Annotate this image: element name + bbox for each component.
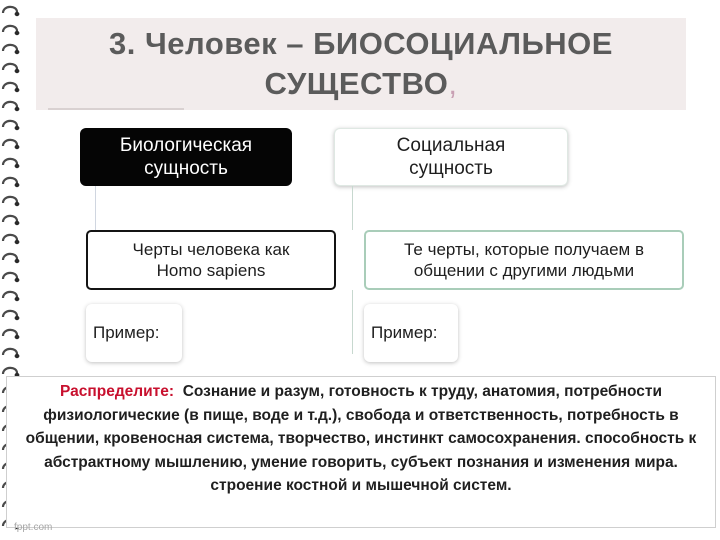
binding-hole <box>15 126 20 130</box>
biological-traits-line-2: Homo sapiens <box>156 261 266 280</box>
binding-hole <box>15 164 20 168</box>
binding-hole <box>15 145 20 149</box>
slide-title-line-2 <box>36 66 686 102</box>
binding-ring <box>3 197 17 203</box>
task-box <box>6 376 716 528</box>
binding-hole <box>15 278 20 282</box>
binding-ring <box>3 178 17 184</box>
binding-ring <box>3 121 17 127</box>
social-example-connector <box>352 290 353 354</box>
binding-hole <box>15 183 20 187</box>
biological-traits-box <box>86 230 336 290</box>
binding-hole <box>15 12 20 16</box>
binding-hole <box>15 221 20 225</box>
biological-connector <box>95 186 96 230</box>
biological-essence-box <box>80 128 292 186</box>
binding-ring <box>3 83 17 89</box>
social-traits-line-2: общении с другими людьми <box>413 261 635 280</box>
binding-hole <box>15 335 20 339</box>
title-underline <box>48 108 184 110</box>
social-essence-box <box>334 128 568 186</box>
binding-ring <box>3 368 17 374</box>
biological-example-box: Пример: <box>86 304 182 362</box>
binding-hole <box>15 107 20 111</box>
binding-hole <box>15 240 20 244</box>
social-heading-line-1: Социальная <box>396 135 506 156</box>
biological-heading-line-2: сущность <box>144 158 228 179</box>
binding-hole <box>15 88 20 92</box>
binding-ring <box>3 102 17 108</box>
binding-hole <box>15 316 20 320</box>
binding-ring <box>3 45 17 51</box>
binding-ring <box>3 292 17 298</box>
binding-hole <box>15 69 20 73</box>
social-example-box: Пример: <box>364 304 458 362</box>
task-text: Сознание и разум, готовность к труду, анатомия, потребности физиологические (в пище, воде и т.д.), свобода и ответственность, потребность в общении, кровеносная система, творчество, инстинкт самосохранения. способность к абстрактному мышлению, умение говорить, субъект познания и изменения мира. строение костной и мышечной систем. <box>25 383 697 494</box>
watermark-text: fppt.com <box>14 522 53 533</box>
social-traits-box <box>364 230 684 290</box>
binding-ring <box>3 216 17 222</box>
binding-ring <box>3 26 17 32</box>
task-label: Распределите: <box>60 383 175 400</box>
binding-ring <box>3 330 17 336</box>
biological-traits-line-1: Черты человека как <box>132 240 290 259</box>
binding-hole <box>15 297 20 301</box>
binding-ring <box>3 7 17 13</box>
slide-title-word: СУЩЕСТВО <box>264 66 449 101</box>
binding-ring <box>3 140 17 146</box>
binding-ring <box>3 64 17 70</box>
binding-hole <box>15 202 20 206</box>
social-heading-line-2: сущность <box>409 158 493 179</box>
social-traits-line-1: Те черты, которые получаем в <box>404 240 644 259</box>
binding-ring <box>3 311 17 317</box>
binding-hole <box>15 50 20 54</box>
social-connector <box>352 186 353 230</box>
binding-hole <box>15 31 20 35</box>
title-mark: , <box>448 66 458 101</box>
binding-ring <box>3 273 17 279</box>
biological-heading-line-1: Биологическая <box>119 135 253 156</box>
binding-ring <box>3 254 17 260</box>
binding-ring <box>3 159 17 165</box>
slide-title-line-1: 3. Человек – БИОСОЦИАЛЬНОЕ <box>109 26 613 61</box>
binding-ring <box>3 235 17 241</box>
binding-hole <box>15 354 20 358</box>
binding-hole <box>15 259 20 263</box>
binding-ring <box>3 349 17 355</box>
